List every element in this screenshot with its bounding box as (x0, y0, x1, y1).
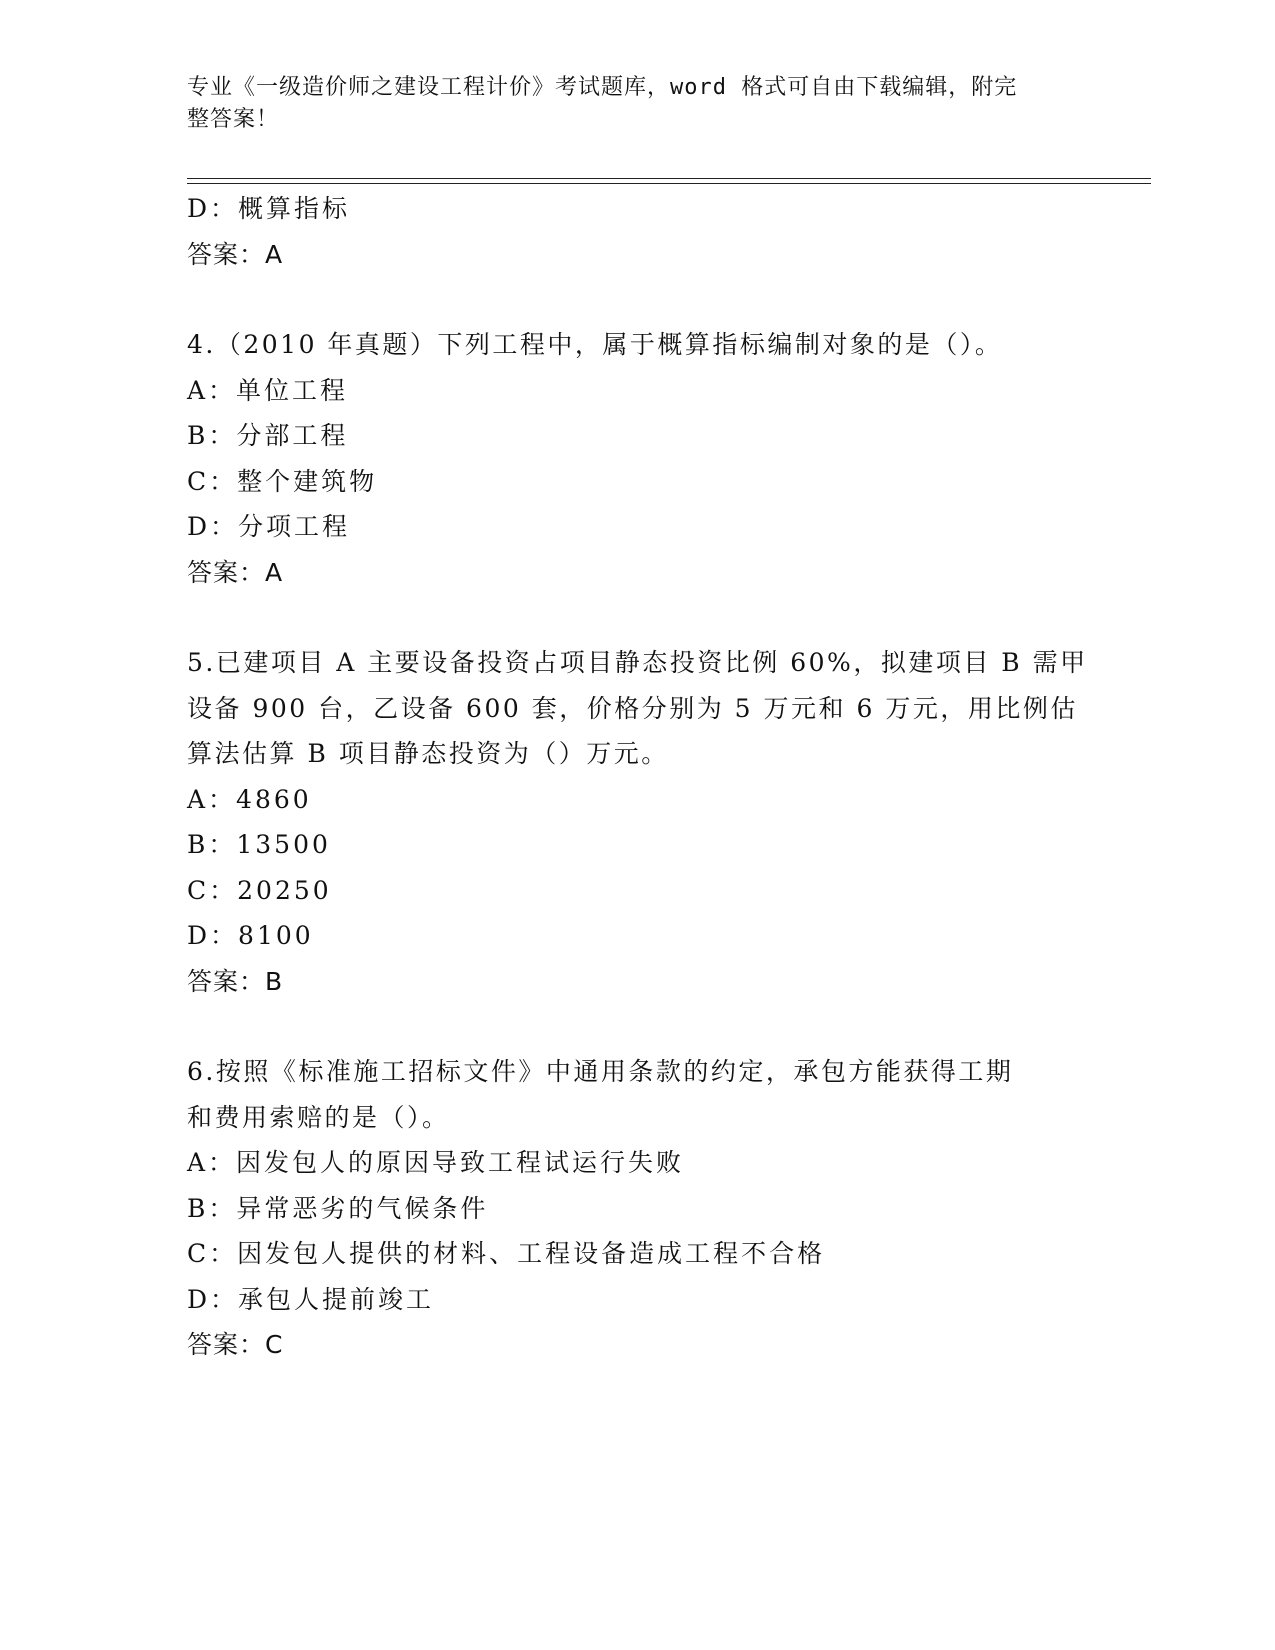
stem-line: 算法估算 B 项目静态投资为（）万元。 (187, 739, 669, 768)
spacer (187, 1004, 1087, 1049)
answer-line: 答案：A (187, 239, 284, 269)
stem-line: 和费用索赔的是（）。 (187, 1102, 450, 1132)
answer-line: 答案：C (187, 1330, 284, 1359)
page-header (187, 72, 1067, 136)
spacer (187, 595, 1087, 640)
option-d: D：分项工程 (187, 512, 351, 541)
stem-line: 5.已建项目 A 主要设备投资占项目静态投资比例 60%，拟建项目 B 需甲 (187, 648, 1088, 677)
option-d: D：概算指标 (187, 194, 351, 223)
question-4 (187, 322, 1087, 595)
option-b: B：分部工程 (187, 421, 349, 450)
answer-line: 答案：A (187, 557, 284, 587)
option-a: A：4860 (187, 784, 312, 814)
option-d: D：承包人提前竣工 (187, 1284, 435, 1314)
question-stem (187, 322, 1087, 368)
spacer (187, 277, 1087, 322)
question-list (187, 186, 1087, 1368)
question-fragment (187, 186, 1087, 277)
answer-line: 答案：B (187, 966, 284, 996)
stem-line: 4.（2010 年真题）下列工程中，属于概算指标编制对象的是（）。 (187, 330, 1003, 359)
option-a: A：单位工程 (187, 375, 349, 405)
question-stem (187, 1049, 1087, 1140)
option-c: C：20250 (187, 875, 332, 905)
option-b: B：异常恶劣的气候条件 (187, 1193, 489, 1223)
stem-line: 6.按照《标准施工招标文件》中通用条款的约定，承包方能获得工期 (187, 1057, 1014, 1086)
question-stem (187, 640, 1087, 777)
header-line-1: 专业《一级造价师之建设工程计价》考试题库，word 格式可自由下载编辑，附完 (187, 75, 1018, 100)
question-5 (187, 640, 1087, 1004)
header-line-2: 整答案！ (187, 107, 280, 132)
option-c: C：因发包人提供的材料、工程设备造成工程不合格 (187, 1239, 826, 1268)
header-divider-bottom (187, 183, 1151, 184)
stem-line: 设备 900 台，乙设备 600 套，价格分别为 5 万元和 6 万元，用比例估 (187, 693, 1078, 723)
question-6 (187, 1049, 1087, 1368)
option-c: C：整个建筑物 (187, 466, 378, 496)
option-b: B：13500 (187, 830, 331, 859)
header-divider-top (187, 178, 1151, 179)
option-a: A：因发包人的原因导致工程试运行失败 (187, 1148, 685, 1177)
option-d: D：8100 (187, 921, 314, 950)
